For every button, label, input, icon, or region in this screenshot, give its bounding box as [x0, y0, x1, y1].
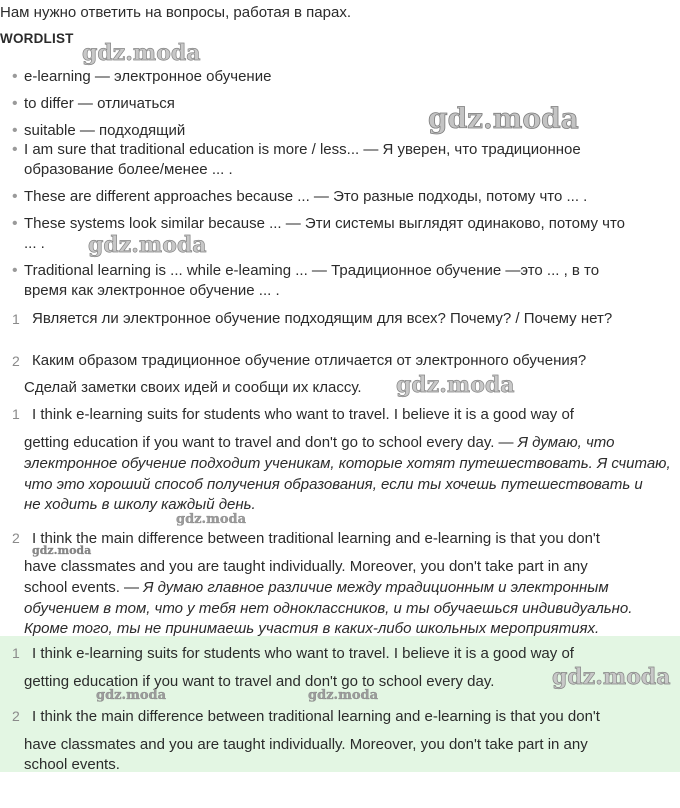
question-number: 2	[12, 353, 20, 369]
final-answer-line: I think the main difference between traditional learning and e-learning is that you don't	[32, 708, 600, 725]
answer-en: school events. —	[24, 579, 140, 596]
final-answer-line: have classmates and you are taught individually. Moreover, you don't take part in any	[24, 736, 588, 753]
final-answer	[0, 708, 676, 772]
wordlist-title: WORDLIST	[0, 31, 74, 46]
final-answer-line: I think e-learning suits for students who want to travel. I believe it is a good way of	[32, 645, 574, 662]
answer-translation: Я думаю, что	[517, 434, 615, 451]
question-number: 1	[12, 311, 20, 327]
watermark-logo: gdz.moda	[308, 688, 379, 703]
final-answer-line: school events.	[24, 756, 120, 773]
answer-block	[0, 406, 676, 516]
watermark-logo: gdz.moda	[552, 664, 671, 690]
answer-translation: не ходить в школу каждый день.	[24, 496, 256, 513]
answer-line: I think the main difference between traditional learning and e-learning is that you don't	[32, 530, 600, 547]
answer-translation: Я думаю главное различие между традиционным и электронным	[143, 579, 609, 596]
wordlist-line: I am sure that traditional education is more / less... — Я уверен, что традиционное	[24, 141, 581, 158]
watermark-logo: gdz.moda	[396, 372, 515, 398]
bullet: •	[12, 122, 18, 139]
wordlist-line: e-learning — электронное обучение	[24, 68, 272, 85]
wordlist-item	[0, 261, 676, 301]
wordlist-line: to differ — отличаться	[24, 95, 175, 112]
intro-text: Нам нужно ответить на вопросы, работая в парах.	[0, 4, 351, 21]
wordlist-line: suitable — подходящий	[24, 122, 186, 139]
answer-line: have classmates and you are taught individually. Moreover, you don't take part in any	[24, 558, 588, 575]
question-text: Является ли электронное обучение подходящим для всех? Почему? / Почему нет?	[32, 310, 613, 327]
final-answer-number: 1	[12, 645, 20, 661]
final-answer-number: 2	[12, 708, 20, 724]
answer-number: 2	[12, 530, 20, 546]
watermark-logo: gdz.moda	[96, 688, 167, 703]
wordlist-line: ... .	[24, 235, 45, 252]
answer-line-mixed	[24, 434, 614, 451]
answer-line-mixed	[24, 579, 609, 596]
watermark-logo: gdz.moda	[88, 232, 207, 258]
answer-block	[0, 530, 676, 640]
answer-translation: обучением в том, что у тебя нет одноклассников, и ты обучаешься индивидуально.	[24, 600, 633, 617]
watermark-logo: gdz.moda	[176, 512, 247, 527]
task-text: Сделай заметки своих идей и сообщи их классу.	[24, 379, 362, 396]
watermark-logo: gdz.moda	[82, 40, 201, 66]
answer-translation: что это хороший способ получения образования, если ты хочешь путешествовать и	[24, 476, 643, 493]
answer-line: I think e-learning suits for students who want to travel. I believe it is a good way of	[32, 406, 574, 423]
wordlist-line: These systems look similar because ... — Эти системы выглядят одинаково, потому что	[24, 215, 625, 232]
wordlist-line: время как электронное обучение ... .	[24, 282, 280, 299]
wordlist-item	[0, 67, 676, 87]
bullet: •	[12, 95, 18, 112]
watermark-logo: gdz.moda	[32, 544, 92, 557]
wordlist-line: These are different approaches because ... — Это разные подходы, потому что ... .	[24, 188, 588, 205]
watermark-logo: gdz.moda	[428, 102, 579, 135]
final-answer-line: getting education if you want to travel and don't go to school every day.	[24, 673, 495, 690]
bullet: •	[12, 68, 18, 85]
wordlist-item	[0, 187, 676, 207]
bullet: •	[12, 262, 18, 279]
answer-number: 1	[12, 406, 20, 422]
wordlist-line: Traditional learning is ... while e-leaming ... — Традиционное обучение —это ... , в то	[24, 262, 600, 279]
bullet: •	[12, 215, 18, 232]
answer-en: getting education if you want to travel and don't go to school every day. —	[24, 434, 514, 451]
wordlist-item	[0, 140, 676, 180]
answer-translation: Кроме того, ты не принимаешь участия в каких-либо школьных мероприятиях.	[24, 620, 600, 637]
wordlist-line: образование более/менее ... .	[24, 161, 233, 178]
bullet: •	[12, 188, 18, 205]
bullet: •	[12, 141, 18, 158]
answer-translation: электронное обучение подходит ученикам, которые хотят путешествовать. Я считаю,	[24, 455, 671, 472]
question-text: Каким образом традиционное обучение отличается от электронного обучения?	[32, 352, 587, 369]
